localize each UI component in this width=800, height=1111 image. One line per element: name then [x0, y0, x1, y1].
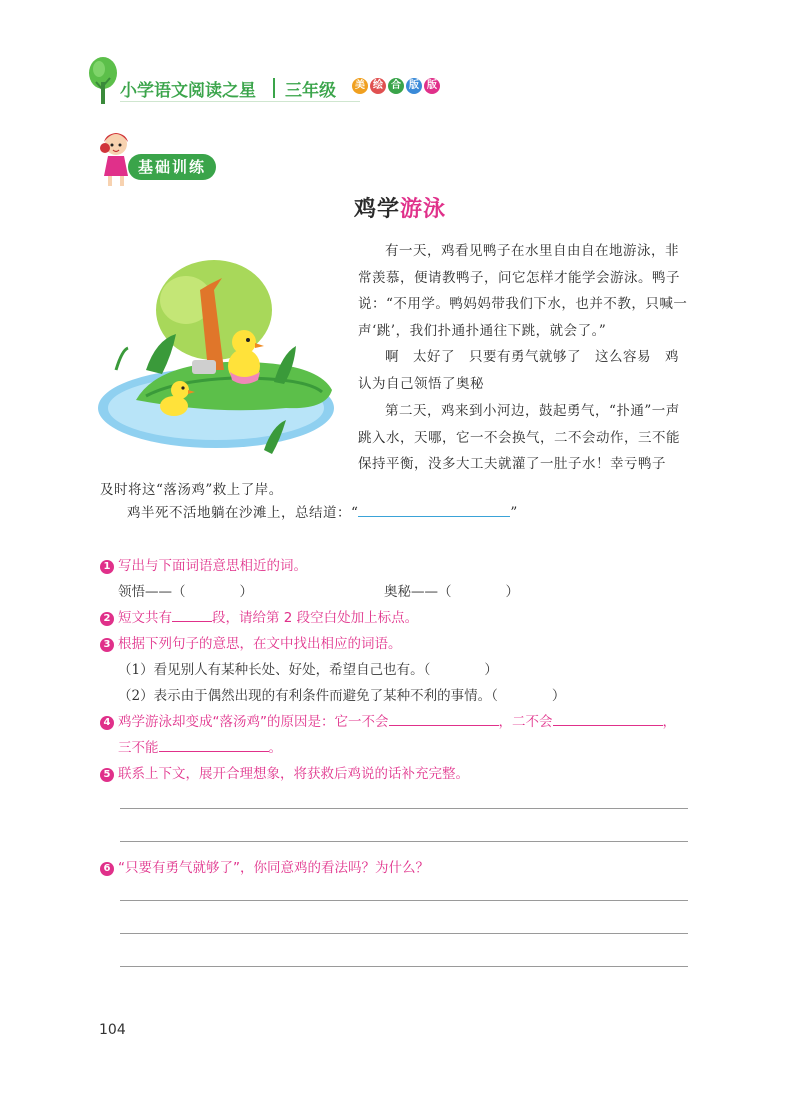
question-text: 写出与下面词语意思相近的词。 — [118, 558, 307, 574]
question-number: 6 — [100, 862, 114, 876]
question-number: 3 — [100, 638, 114, 652]
question-number: 5 — [100, 768, 114, 782]
p4-text: 鸡半死不活地躺在沙滩上，总结道：“ — [127, 505, 359, 521]
story-paragraph-1: 有一天，鸡看见鸭子在水里自由自在地游泳，非常羡慕，便请教鸭子，问它怎样才能学会游泳。鸭子说：“不用学。鸭妈妈带我们下水，也并不教，只喊一声‘跳’，我们扑通扑通往下跳，就会了。” — [358, 243, 688, 339]
book-title: 小学语文阅读之星 — [120, 81, 256, 101]
question-text: 联系上下文，展开合理想象，将获救后鸡说的话补充完整。 — [118, 766, 469, 782]
header-divider — [273, 78, 275, 98]
question-text: ， — [662, 714, 676, 730]
question-2 — [100, 606, 418, 626]
answer-blank[interactable] — [553, 712, 663, 726]
question-text: 鸡学游泳却变成“落汤鸡”的原因是：它一不会 — [118, 714, 389, 730]
question-text: 三不能 — [118, 740, 159, 756]
edition-badge — [352, 78, 440, 94]
story-paragraph-3: 第二天，鸡来到小河边，鼓起勇气，“扑通”一声跳入水，天哪，它一不会换气，二不会动作，三不能保持平衡，没多大工夫就灌了一肚子水！幸亏鸭子 — [358, 403, 680, 472]
badge-char: 版 — [406, 78, 422, 94]
question-number: 1 — [100, 560, 114, 574]
chicks-pond-illustration — [96, 250, 342, 460]
question-text: ，二不会 — [498, 714, 553, 730]
title-part1: 鸡学 — [353, 196, 400, 222]
question-text: 短文共有 — [118, 610, 172, 626]
answer-line[interactable] — [120, 841, 688, 842]
story-title — [0, 192, 800, 223]
tree-icon — [86, 56, 120, 104]
question-3 — [100, 632, 402, 652]
header-underline — [120, 101, 360, 102]
question-5 — [100, 762, 469, 782]
page-number: 104 — [99, 1022, 126, 1038]
badge-char: 美 — [352, 78, 368, 94]
question-4 — [100, 710, 676, 730]
p4-close-quote: ” — [510, 505, 518, 521]
question-number: 2 — [100, 612, 114, 626]
q1-item-a[interactable]: 领悟——（ ） — [118, 584, 253, 600]
story-paragraph-2: 啊 太好了 只要有勇气就够了 这么容易 鸡认为自己领悟了奥秘 — [358, 349, 679, 392]
question-text: “只要有勇气就够了”，你同意鸡的看法吗？为什么？ — [118, 860, 429, 876]
q3-item-2[interactable]: （2）表示由于偶然出现的有利条件而避免了某种不利的事情。（ ） — [118, 688, 566, 704]
question-4-continued — [118, 736, 282, 756]
answer-line[interactable] — [120, 808, 688, 809]
question-text: 段，请给第 2 段空白处加上标点。 — [212, 610, 419, 626]
question-text: 根据下列句子的意思，在文中找出相应的词语。 — [118, 636, 402, 652]
section-label: 基础训练 — [128, 154, 216, 180]
story-paragraph-3-continued: 及时将这“落汤鸡”救上了岸。 — [100, 482, 283, 498]
answer-line[interactable] — [120, 900, 688, 901]
q3-item-1[interactable]: （1）看见别人有某种长处、好处，希望自己也有。（ ） — [118, 662, 498, 678]
q1-item-b[interactable]: 奥秘——（ ） — [384, 584, 519, 600]
question-text: 。 — [268, 740, 282, 756]
summary-blank[interactable] — [358, 502, 510, 517]
answer-blank[interactable] — [389, 712, 499, 726]
grade-label: 三年级 — [285, 81, 336, 101]
answer-line[interactable] — [120, 966, 688, 967]
badge-char: 合 — [388, 78, 404, 94]
question-number: 4 — [100, 716, 114, 730]
title-part2: 游泳 — [400, 196, 447, 222]
question-1 — [100, 554, 307, 574]
answer-blank[interactable] — [172, 608, 212, 622]
answer-line[interactable] — [120, 933, 688, 934]
question-6 — [100, 856, 429, 876]
badge-char: 绘 — [370, 78, 386, 94]
answer-blank[interactable] — [159, 738, 269, 752]
story-paragraph-4 — [100, 500, 690, 527]
badge-char: 版 — [424, 78, 440, 94]
